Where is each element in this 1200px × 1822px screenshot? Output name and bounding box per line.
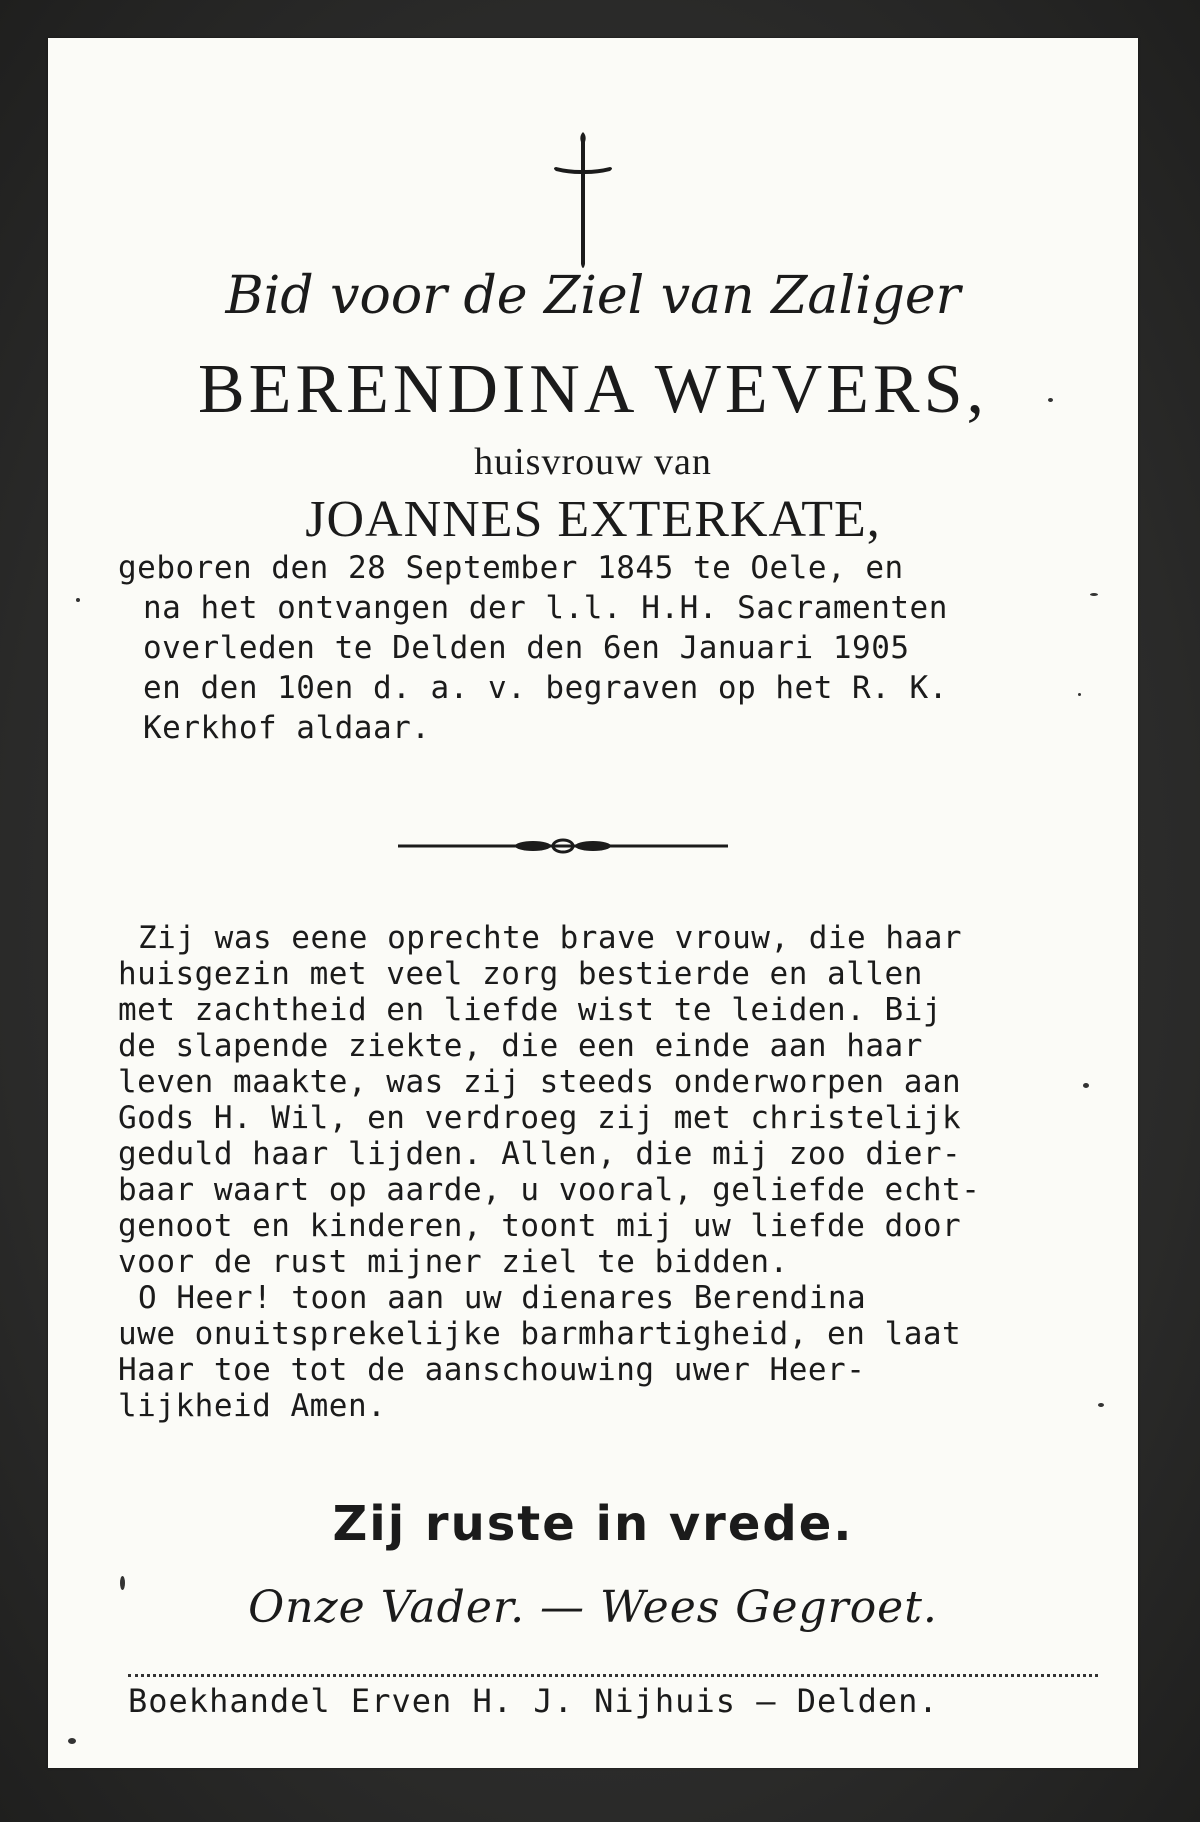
body-line: baar waart op aarde, u vooral, geliefde echt- <box>118 1172 981 1208</box>
intro-text: Bid voor de Ziel van Zaliger <box>225 266 961 326</box>
body-line: voor de rust mijner ziel te bidden. <box>118 1244 789 1280</box>
body-line: Haar toe tot de aanschouwing uwer Heer- <box>118 1352 866 1388</box>
body-line: leven maakte, was zij steeds onderworpen aan <box>118 1064 962 1100</box>
body-line: genoot en kinderen, toont mij uw liefde door <box>118 1208 962 1244</box>
spouse-name: JOANNES EXTERKATE, <box>305 491 881 548</box>
prayer-line: Onze Vader. — Wees Gegroet. <box>248 1582 938 1633</box>
relation-text: huisvrouw van <box>474 441 712 483</box>
body-line: uwe onuitsprekelijke barmhartigheid, en laat <box>118 1316 962 1352</box>
print-speck <box>68 1738 76 1744</box>
body-line: O Heer! toon aan uw dienares Berendina <box>138 1280 867 1316</box>
body-line: de slapende ziekte, die een einde aan haar <box>118 1028 923 1064</box>
body-line: huisgezin met veel zorg bestierde en allen <box>118 956 923 992</box>
bio-line: Kerkhof aldaar. <box>143 710 431 746</box>
body-line: lijkheid Amen. <box>118 1388 387 1424</box>
body-line: Gods H. Wil, en verdroeg zij met christelijk <box>118 1100 962 1136</box>
cross-icon <box>548 126 618 276</box>
deceased-name: BERENDINA WEVERS, <box>197 351 989 428</box>
print-speck <box>1048 398 1053 402</box>
bio-line: na het ontvangen der l.l. H.H. Sacramenten <box>143 590 948 626</box>
bio-line: overleden te Delden den 6en Januari 1905 <box>143 630 910 666</box>
print-speck <box>120 1576 125 1590</box>
body-line: geduld haar lijden. Allen, die mij zoo dier- <box>118 1136 962 1172</box>
body-line: met zachtheid en liefde wist te leiden. Bij <box>118 992 943 1028</box>
print-speck <box>76 598 80 602</box>
body-line: Zij was eene oprechte brave vrouw, die haar <box>138 920 963 956</box>
bio-line: geboren den 28 September 1845 te Oele, en <box>118 550 904 586</box>
bio-line: en den 10en d. a. v. begraven op het R. K. <box>143 670 948 706</box>
rest-in-peace: Zij ruste in vrede. <box>332 1496 854 1552</box>
print-speck <box>1098 1403 1104 1407</box>
ornamental-divider <box>398 838 728 854</box>
print-speck <box>1083 1083 1089 1088</box>
print-speck <box>1090 593 1098 596</box>
printer-imprint: Boekhandel Erven H. J. Nijhuis — Delden. <box>128 1682 939 1720</box>
dotted-rule <box>128 1674 1098 1677</box>
print-speck <box>1078 693 1081 696</box>
memorial-card <box>48 38 1138 1768</box>
